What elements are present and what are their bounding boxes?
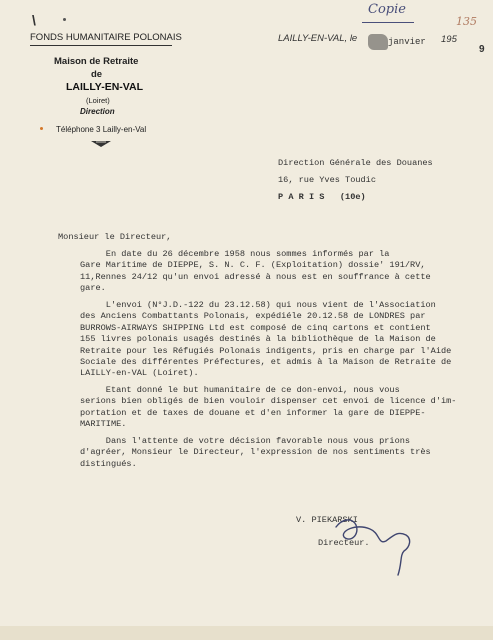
orange-mark — [40, 127, 43, 130]
org-name: FONDS HUMANITAIRE POLONAIS — [30, 32, 182, 43]
paragraph-3: Etant donné le but humanitaire de ce don-envoi, nous vous serions bien obligés de bien vouloir dispenser cet envoi de licence d'im- portation et de taxes de douane et d'en informer la gare de DIEPPE- MARITIME. — [80, 385, 457, 430]
date-day-scribble — [368, 34, 388, 50]
signatory-title: Directeur. — [318, 538, 370, 548]
salutation: Monsieur le Directeur, — [58, 232, 172, 242]
punch-dot — [63, 18, 66, 21]
addressee-line-2: 16, rue Yves Toudic — [278, 175, 376, 185]
copie-underline — [362, 22, 414, 23]
house-phone: Téléphone 3 Lailly-en-Val — [56, 125, 147, 134]
house-name: Maison de Retraite — [54, 56, 139, 67]
signatory-name: V. PIEKARSKI — [296, 515, 358, 525]
year-prefix: 195 — [441, 34, 457, 45]
copie-annotation: Copie — [368, 2, 406, 17]
house-town: LAILLY-EN-VAL — [66, 81, 144, 93]
paragraph-2: L'envoi (N°J.D.-122 du 23.12.58) qui nous vient de l'Association des Anciens Combattants Polonais, expédiéle 20.12.58 de LONDRES par BURROWS-AIRWAYS SHIPPING Ltd est composé de cinq cartons et contient 155 livres polonais usagés destinés à la bibliothèque de la Maison de Retraite pour les Réfugiés Polonais indigents, pris en charge par l'Aide Sociale des différentes Préfectures, et admis à la Maison de Retraite de LAILLY-en-VAL (Loiret). — [80, 300, 452, 379]
paragraph-4: Dans l'attente de votre décision favorable nous vous prions d'agréer, Monsieur le Directeur, l'expression de nos sentiments très distingués. — [80, 436, 431, 469]
handwritten-signature — [330, 505, 425, 580]
scan-bottom-edge — [0, 626, 493, 640]
place-date: LAILLY-EN-VAL, le — [278, 33, 358, 44]
house-direction: Direction — [80, 107, 115, 116]
addressee-line-1: Direction Générale des Douanes — [278, 158, 433, 168]
addressee-line-3: P A R I S (10e) — [278, 192, 366, 202]
date-month: janvier — [388, 37, 426, 47]
archive-number: 135 — [456, 15, 477, 28]
house-region: (Loiret) — [86, 96, 110, 105]
corner-mark: \ — [32, 12, 36, 28]
page-number: 9 — [479, 44, 485, 55]
ornament-icon — [90, 140, 112, 148]
house-de: de — [91, 69, 103, 80]
org-underline — [30, 45, 172, 46]
paragraph-1: En date du 26 décembre 1958 nous sommes informés par la Gare Maritime de DIEPPE, S. N. C. F. (Exploitation) dossie' 191/RV, 11,Rennes 24/12 qu'un envoi adressé à nous est en souffrance à cette gare. — [80, 249, 431, 294]
